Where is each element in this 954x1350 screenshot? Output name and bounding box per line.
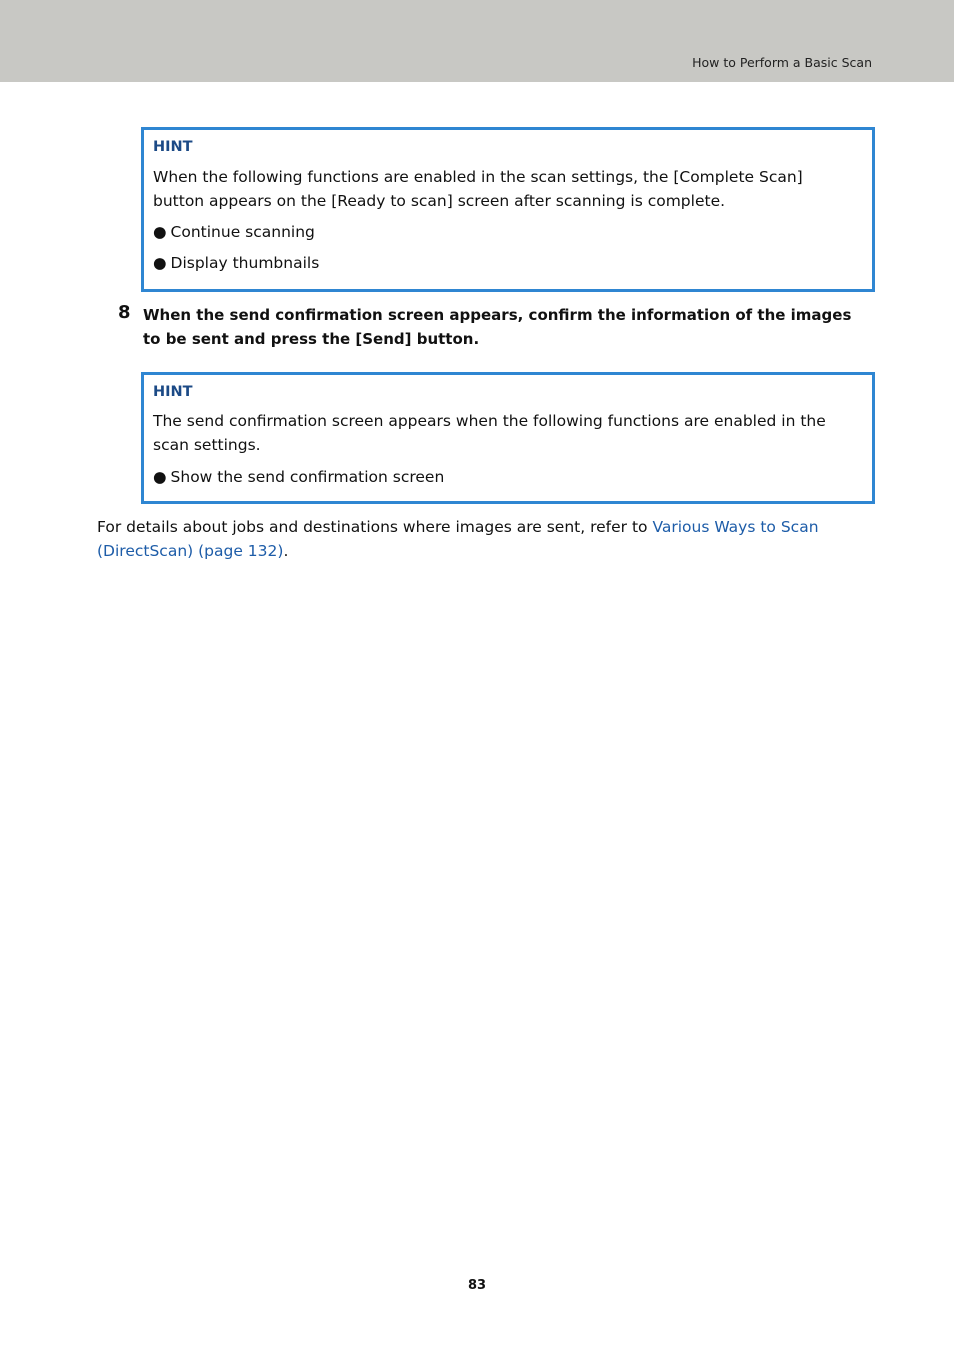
step-number: 8 <box>118 302 131 323</box>
hint-box-send-confirmation <box>141 372 875 504</box>
directscan-reference-link[interactable]: Various Ways to Scan (DirectScan) (page 132) <box>97 518 819 560</box>
hint-label: HINT <box>153 139 193 155</box>
page-header-band <box>0 0 954 82</box>
bullet-item-continue-scanning <box>153 220 315 244</box>
bullet-item-display-thumbnails <box>153 251 319 275</box>
bullet-item-show-send-confirmation <box>153 465 444 489</box>
bullet-text: Display thumbnails <box>170 254 320 272</box>
bullet-icon: ● <box>153 254 167 272</box>
hint-text: When the following functions are enabled in the scan settings, the [Complete Scan] button appears on the [Ready to scan] screen after scanning is complete. <box>153 168 803 210</box>
step-instruction: When the send confirmation screen appears, confirm the information of the images to be sent and press the [Send] button. <box>143 306 852 348</box>
reference-paragraph <box>97 515 867 563</box>
bullet-icon: ● <box>153 468 167 486</box>
bullet-text: Show the send confirmation screen <box>170 468 445 486</box>
reference-text-end: . <box>283 542 289 560</box>
page-number: 83 <box>467 1278 487 1293</box>
hint-text: The send confirmation screen appears when the following functions are enabled in the scan settings. <box>153 412 826 454</box>
reference-text: For details about jobs and destinations where images are sent, refer to <box>97 518 653 536</box>
bullet-text: Continue scanning <box>170 223 315 241</box>
running-header-title: How to Perform a Basic Scan <box>692 55 872 70</box>
hint-label: HINT <box>153 384 193 400</box>
hint-box-complete-scan <box>141 127 875 292</box>
bullet-icon: ● <box>153 223 167 241</box>
